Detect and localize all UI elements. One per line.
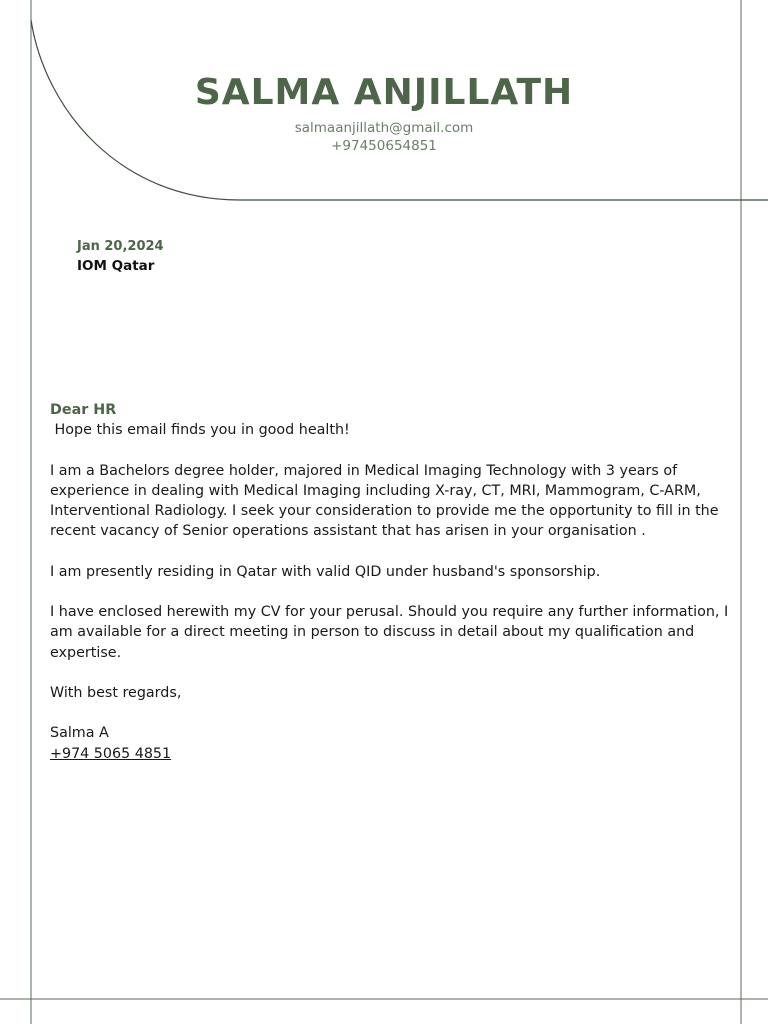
applicant-name: SALMA ANJILLATH: [194, 72, 574, 113]
spacer: [50, 663, 740, 683]
closing: With best regards,: [50, 684, 182, 701]
paragraph-enclosure: I have enclosed herewith my CV for your perusal. Should you require any further information, I am available for a direct meeting in person to discuss in detail about my qualification and expertise.: [50, 604, 729, 661]
signature-name: Salma A: [50, 725, 109, 742]
contact-phone[interactable]: +97450654851: [331, 138, 437, 154]
contact-email[interactable]: salmaanjillath@gmail.com: [294, 120, 474, 136]
recipient: IOM Qatar: [77, 258, 155, 274]
greeting: Hope this email finds you in good health!: [50, 422, 350, 439]
spacer: [50, 582, 740, 602]
spacer: [50, 441, 740, 461]
salutation: Dear HR: [50, 402, 117, 418]
letter-body: [50, 400, 740, 764]
paragraph-qualifications: I am a Bachelors degree holder, majored in Medical Imaging Technology with 3 years of experience in dealing with Medical Imaging including X-ray, CT, MRI, Mammogram, C-ARM, Interventional Radiology. I seek your consideration to provide me the opportunity to fill in the recent vacancy of Senior operations assistant that has arisen in your organisation .: [50, 462, 719, 540]
letter-date: Jan 20,2024: [77, 239, 164, 254]
paragraph-residency: I am presently residing in Qatar with valid QID under husband's sponsorship.: [50, 563, 601, 580]
spacer: [50, 542, 740, 562]
signature-phone-link[interactable]: +974 5065 4851: [50, 745, 172, 762]
spacer: [50, 703, 740, 723]
